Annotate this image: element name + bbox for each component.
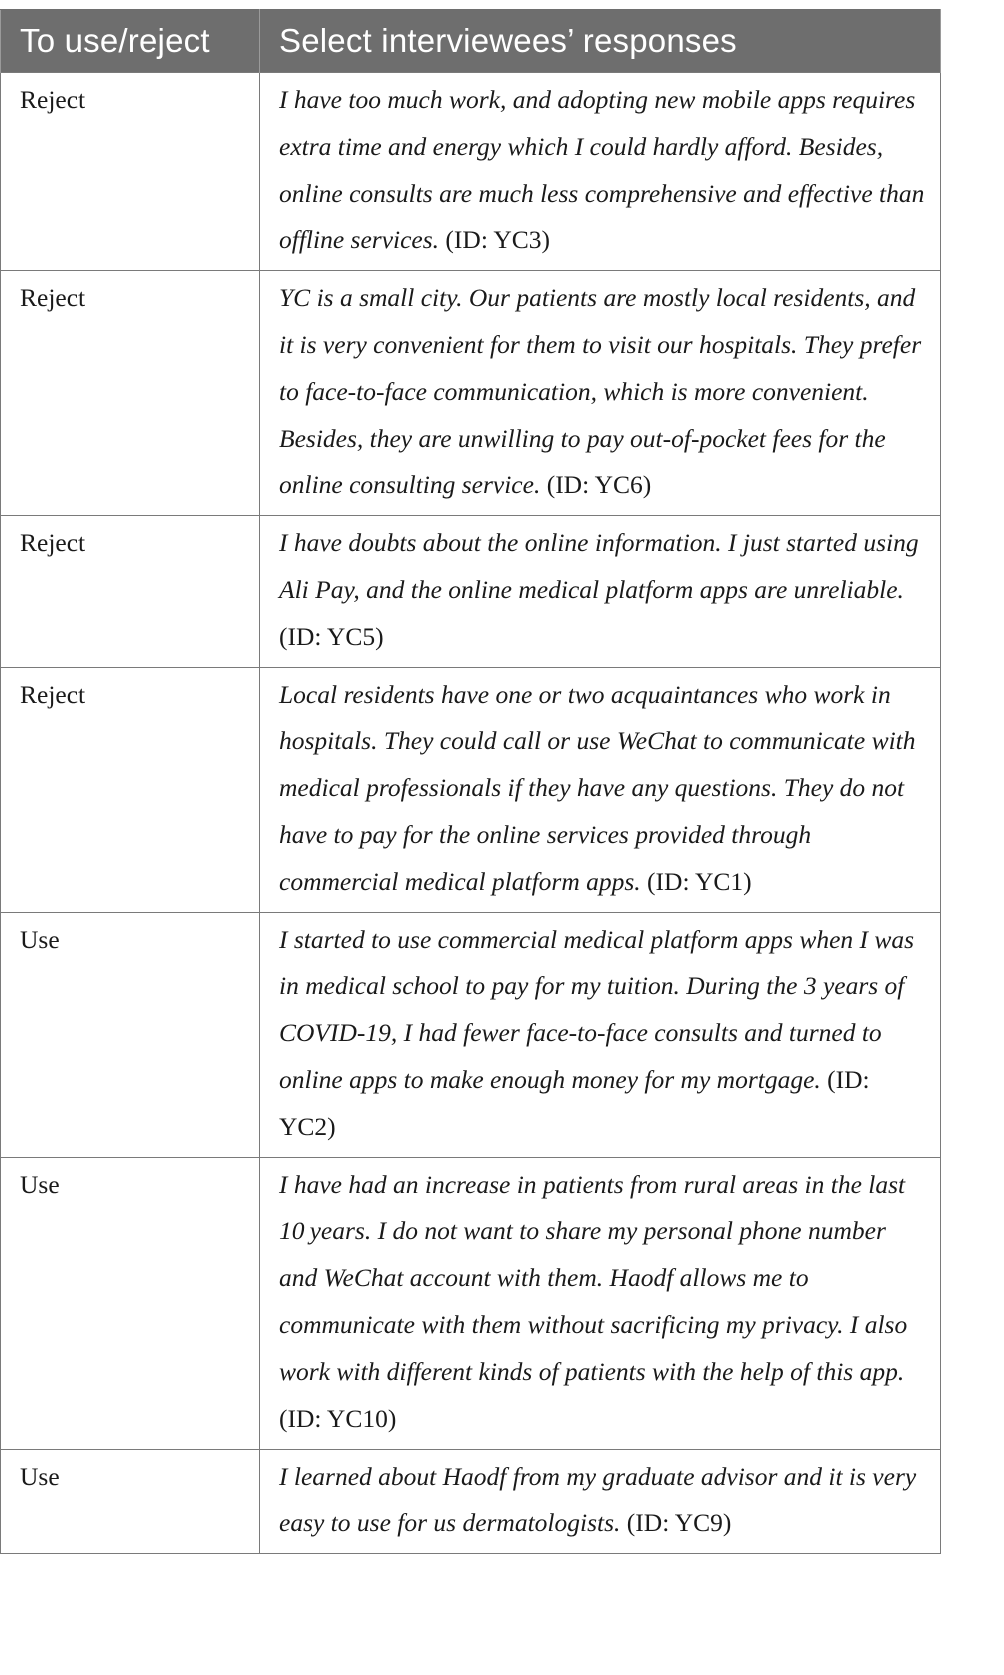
table-row [1, 667, 941, 912]
table-row [1, 271, 941, 516]
decision-cell: Reject [1, 271, 260, 516]
table-row [1, 516, 941, 667]
table-header [1, 10, 941, 73]
response-cell [260, 912, 941, 1157]
response-text: I have too much work, and adopting new mobile apps requires extra time and energy which I could hardly afford. Besides, online consults are much less comprehensive and effective than offline services. [279, 85, 925, 255]
response-cell [260, 667, 941, 912]
column-header-responses: Select interviewees’ responses [260, 10, 941, 73]
decision-cell: Use [1, 1157, 260, 1449]
table-row [1, 1449, 941, 1554]
decision-cell: Reject [1, 667, 260, 912]
response-cell [260, 73, 941, 271]
response-cell [260, 1449, 941, 1554]
column-header-decision: To use/reject [1, 10, 260, 73]
decision-cell: Use [1, 1449, 260, 1554]
response-id: (ID: YC10) [279, 1403, 397, 1433]
table-row [1, 73, 941, 271]
response-cell [260, 516, 941, 667]
decision-cell: Reject [1, 516, 260, 667]
table-row [1, 912, 941, 1157]
table-row [1, 1157, 941, 1449]
interviewee-responses-table [0, 9, 941, 1554]
response-cell [260, 271, 941, 516]
decision-cell: Use [1, 912, 260, 1157]
response-id: (ID: YC6) [546, 470, 652, 500]
response-cell [260, 1157, 941, 1449]
response-text: Local residents have one or two acquaintances who work in hospitals. They could call or use WeChat to communicate with medical professionals if they have any questions. They do not have to pay for the online services provided through commercial medical platform apps. [279, 679, 916, 896]
response-id: (ID: YC3) [445, 225, 550, 255]
response-text: YC is a small city. Our patients are mostly local residents, and it is very convenient for them to visit our hospitals. They prefer to face-to-face communication, which is more convenient. Besides, they are unwilling to pay out-of-pocket fees for the online consulting service. [279, 283, 922, 500]
response-id: (ID: YC9) [626, 1508, 732, 1538]
response-id: (ID: YC2) [279, 1064, 870, 1141]
table-body [1, 73, 941, 1554]
response-text: I learned about Haodf from my graduate advisor and it is very easy to use for us dermatologists. [279, 1461, 917, 1538]
response-text: I have had an increase in patients from rural areas in the last 10 years. I do not want to share my personal phone number and WeChat account with them. Haodf allows me to communicate with them without sacrificing my privacy. I also work with different kinds of patients with the help of this app. [279, 1169, 908, 1386]
header-row [1, 10, 941, 73]
response-text: I have doubts about the online information. I just started using Ali Pay, and the online medical platform apps are unreliable. [279, 528, 919, 604]
response-id: (ID: YC5) [279, 621, 384, 651]
response-text: I started to use commercial medical platform apps when I was in medical school to pay for my tuition. During the 3 years of COVID-19, I had fewer face-to-face consults and turned to online apps to make enough money for my mortgage. [279, 924, 915, 1094]
decision-cell: Reject [1, 73, 260, 271]
response-id: (ID: YC1) [647, 866, 752, 896]
